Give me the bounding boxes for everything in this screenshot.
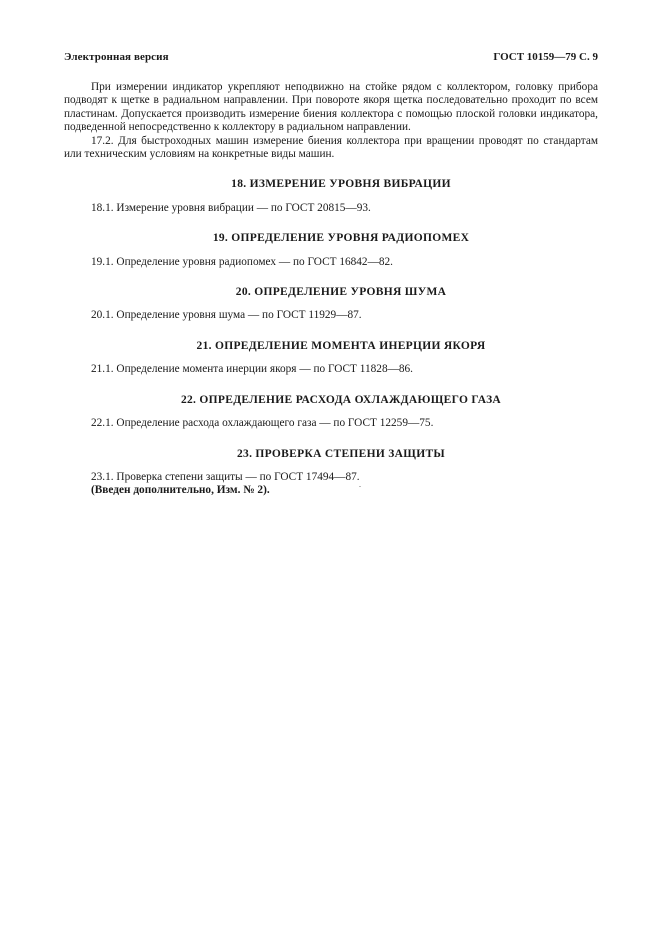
section-title-19: 19. ОПРЕДЕЛЕНИЕ УРОВНЯ РАДИОПОМЕХ xyxy=(212,232,470,245)
section-title-18: 18. ИЗМЕРЕНИЕ УРОВНЯ ВИБРАЦИИ xyxy=(231,178,451,191)
section-title-20: 20. ОПРЕДЕЛЕНИЕ УРОВНЯ ШУМА xyxy=(235,286,447,299)
section-title-21: 21. ОПРЕДЕЛЕНИЕ МОМЕНТА ИНЕРЦИИ ЯКОРЯ xyxy=(196,339,486,352)
section-item-23-1: 23.1. Проверка степени защиты — по ГОСТ 17494—87. xyxy=(91,470,360,483)
section-item-20-1: 20.1. Определение уровня шума — по ГОСТ 11929—87. xyxy=(91,309,362,322)
header-edition-label: Электронная версия xyxy=(64,51,169,63)
header-standard-page: ГОСТ 10159—79 С. 9 xyxy=(493,51,598,63)
intro-paragraph-measurement: При измерении индикатор укрепляют неподвижно на стойке рядом с коллектором, головку прибора подводят к щетке в радиальном направлении. При повороте якоря щетка последовательно проходит по всем пластинам. Допускается производить измерение биения коллектора с помощью плоской головки индикатора, подведенной непосредственно к коллектору в радиальном направлении. xyxy=(64,81,598,134)
section-item-21-1: 21.1. Определение момента инерции якоря — по ГОСТ 11828—86. xyxy=(91,363,414,376)
scan-artifact-dot xyxy=(359,486,361,487)
section-title-22: 22. ОПРЕДЕЛЕНИЕ РАСХОДА ОХЛАЖДАЮЩЕГО ГАЗА xyxy=(180,393,502,406)
document-body xyxy=(64,81,598,498)
section-item-19-1: 19.1. Определение уровня радиопомех — по ГОСТ 16842—82. xyxy=(91,255,393,268)
intro-paragraph-17-2: 17.2. Для быстроходных машин измерение биения коллектора при вращении проводят по стандартам или техническим условиям на конкретные виды машин. xyxy=(64,134,598,161)
section-title-23: 23. ПРОВЕРКА СТЕПЕНИ ЗАЩИТЫ xyxy=(236,447,446,460)
amendment-note: (Введен дополнительно, Изм. № 2). xyxy=(91,484,270,497)
section-item-22-1: 22.1. Определение расхода охлаждающего газа — по ГОСТ 12259—75. xyxy=(91,417,434,430)
section-item-18-1: 18.1. Измерение уровня вибрации — по ГОСТ 20815—93. xyxy=(91,201,371,214)
